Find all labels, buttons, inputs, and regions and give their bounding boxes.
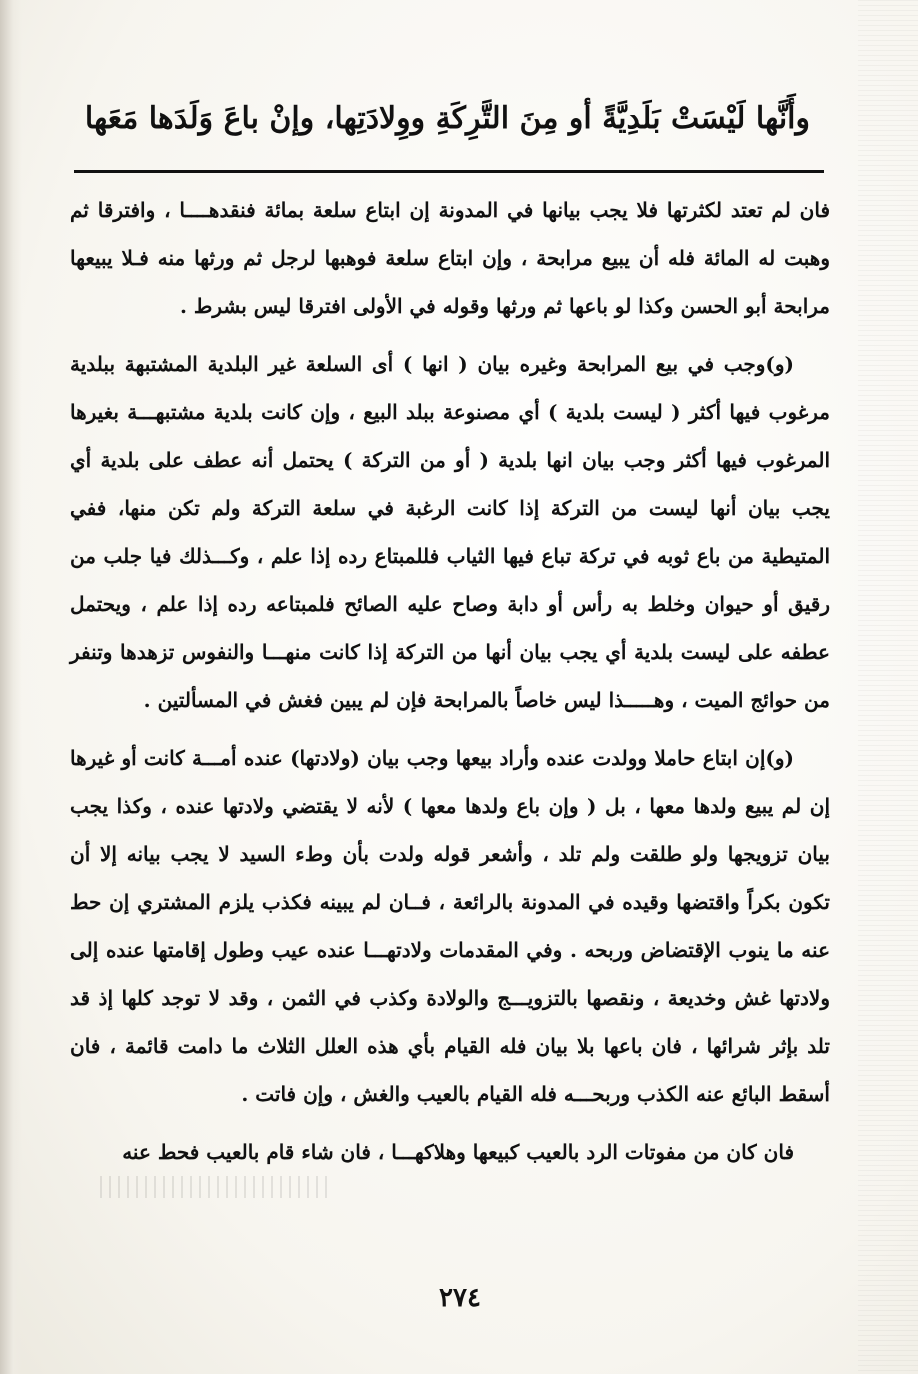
body-text (70, 186, 830, 1246)
paragraph: فان لم تعتد لكثرتها فلا يجب بيانها في المدونة إن ابتاع سلعة بمائة فنقدهــــا ، وافترقا ثم وهبت له المائة فله أن يبيع مرابحة ، وإن ابتاع سلعة فوهبها لرجل ثم ورثها منه فـلا يبيعها مرابحة أبو الحسن وكذا لو باعها ثم ورثها وقوله في الأولى افترقا ليس بشرط . (70, 198, 830, 318)
paragraph: فان كان من مفوتات الرد بالعيب كبيعها وهلاكهـــا ، فان شاء قام بالعيب فحط عنه (122, 1140, 794, 1164)
header-rule (74, 170, 824, 173)
page-binding-edge (0, 0, 22, 1374)
running-header: وأَنَّها لَيْسَتْ بَلَدِيَّةً أو مِنَ التَّرِكَةِ ووِلادَتِها، وإنْ باعَ وَلَدَها مَعَها (84, 101, 810, 136)
paragraph: (و)إن ابتاع حاملا وولدت عنده وأراد بيعها وجب بيان (ولادتها) عنده أمـــة كانت أو غيرها إن لم يبيع ولدها معها ، بل ( وإن باع ولدها معها ) لأنه لا يقتضي ولادتها عنده ، وكذا يجب بيان تزويجها ولو طلقت ولم تلد ، وأشعر قوله ولدت بأن وطء السيد لا يجب بيانه إلا أن تكون بكراً واقتضها وقيده في المدونة بالرائعة ، فــان لم يبينه فكذب يلزم المشتري إن حط عنه ما ينوب الإقتضاض وربحه . وفي المقدمات ولادتهـــا عنده عيب وطول إقامتها عنده إلى ولادتها غش وخديعة ، ونقصها بالتزويـــج والولادة وكذب في الثمن ، وقد لا توجد كلها إذ قد تلد بإثر شرائها ، فان باعها بلا بيان فله القيام بأي هذه العلل الثلاث ما دامت قائمة ، فان أسقط البائع عنه الكذب وربحـــه فله القيام بالعيب والغش ، وإن فاتت . (70, 746, 830, 1106)
page-number: ٢٧٤ (439, 1283, 481, 1313)
paragraph: (و)وجب في بيع المرابحة وغيره بيان ( انها ) أى السلعة غير البلدية المشتبهة ببلدية مرغوب فيها أكثر ( ليست بلدية ) أي مصنوعة ببلد البيع ، وإن كانت بلدية مشتبهـــة بغيرها المرغوب فيها أكثر وجب بيان انها بلدية ( أو من التركة ) يحتمل أنه عطف على بلدية أي يجب بيان أنها ليست من التركة إذا كانت الرغبة في سلعة التركة ولم تكن منها، ففي المتيطية من باع ثوبه في تركة تباع فيها الثياب فللمبتاع رده إذا علم ، وكـــذلك فيا جلب من رقيق أو حيوان وخلط به رأس أو دابة وصاح عليه الصائح فلمبتاعه رده إذا علم ، ويحتمل عطفه على ليست بلدية أي يجب بيان أنها من التركة إذا كانت منهـــا والنفوس تزهدها وتنفر من حوائج الميت ، وهـــــذا ليس خاصاً بالمرابحة فإن لم يبين فغش في المسألتين . (70, 352, 830, 712)
scan-artifact (100, 1176, 330, 1198)
scan-noise (858, 0, 918, 1374)
